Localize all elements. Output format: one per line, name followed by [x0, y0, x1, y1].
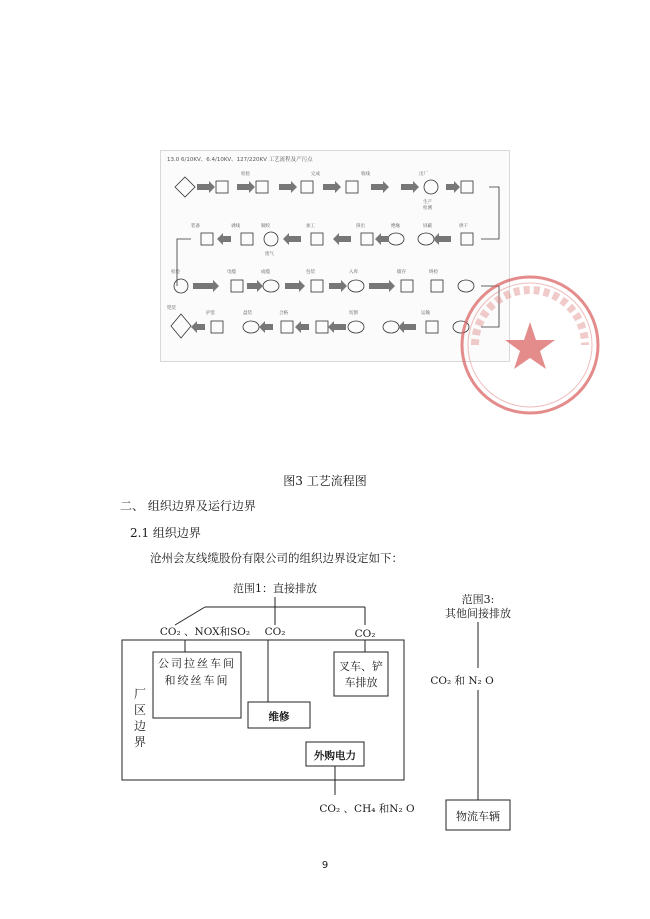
flow-label: 检验: [171, 270, 180, 275]
flow-label: 废气: [265, 252, 274, 257]
logistics-label: 物流车辆: [456, 810, 500, 823]
flow-label: 收线: [361, 172, 370, 177]
section-heading: 二、 组织边界及运行边界: [120, 499, 256, 513]
flow-label: 加工: [306, 224, 315, 229]
flow-label: 生产: [423, 200, 432, 205]
scope1-title: 范围1：直接排放: [233, 582, 317, 595]
flow-label: 屏蔽: [423, 224, 432, 229]
flow-label: 铜绞: [261, 224, 270, 229]
forklift-label-2: 车排放: [344, 676, 378, 689]
workshop-label-2: 和绞丝车间: [164, 674, 230, 687]
purchased-power-label: 外购电力: [314, 750, 356, 762]
subsection-heading: 2.1 组织边界: [130, 526, 201, 540]
flow-label: 盘装: [243, 311, 252, 316]
scope3-title-2: 其他间接排放: [445, 607, 511, 620]
flow-label: 铠装: [167, 306, 176, 311]
emission-mid: CO₂: [264, 626, 286, 638]
flow-label: 出厂: [419, 172, 428, 177]
boundary-char: 区: [133, 703, 147, 717]
boundary-char: 厂: [133, 687, 147, 701]
flow-label: 剥线: [231, 224, 240, 229]
boundary-char: 边: [133, 719, 147, 733]
flow-label: 烘干: [459, 224, 468, 229]
flow-label: 合格: [279, 311, 288, 316]
scope3-title-1: 范围3:: [461, 593, 495, 606]
forklift-box: [334, 652, 388, 696]
flow-label: 挤出: [356, 224, 365, 229]
emission-left: CO₂ 、NOX和SO₂: [159, 626, 251, 638]
flow-label: 护套: [206, 311, 215, 316]
bottom-emission: CO₂ 、CH₄ 和N₂ O: [319, 803, 415, 815]
flow-label: 成缆: [261, 270, 270, 275]
flow-label: 运输: [421, 311, 430, 316]
scope3-emission: CO₂ 和 N₂ O: [430, 675, 494, 687]
flow-label: 包装: [306, 270, 315, 275]
boundary-char: 界: [133, 735, 147, 749]
page-number: 9: [321, 860, 329, 871]
flow-label: 切割: [349, 311, 358, 316]
flow-label: 电缆: [227, 270, 236, 275]
workshop-label-1: 公司拉丝车间: [158, 657, 236, 670]
flow-label: 完成: [311, 172, 320, 177]
emission-right: CO₂: [354, 628, 376, 640]
figure-header-text: 13.0 6/10KV、6.4/10KV、127/220KV 工艺流程及产污点: [167, 157, 313, 163]
body-paragraph: 沧州会友线缆股份有限公司的组织边界设定如下：: [150, 551, 403, 565]
figure-caption: 图3 工艺流程图: [283, 474, 367, 488]
forklift-label-1: 叉车、铲: [339, 660, 383, 673]
flow-label: 终检: [429, 270, 438, 275]
flow-label: 储存: [397, 270, 406, 275]
flow-label: 检验: [241, 172, 250, 177]
flow-label: 绝缘: [391, 224, 400, 229]
flow-label: 入库: [349, 270, 358, 275]
flow-label: 装备: [191, 224, 200, 229]
flow-label: 检测: [423, 206, 432, 211]
maintenance-label: 维修: [268, 711, 290, 723]
